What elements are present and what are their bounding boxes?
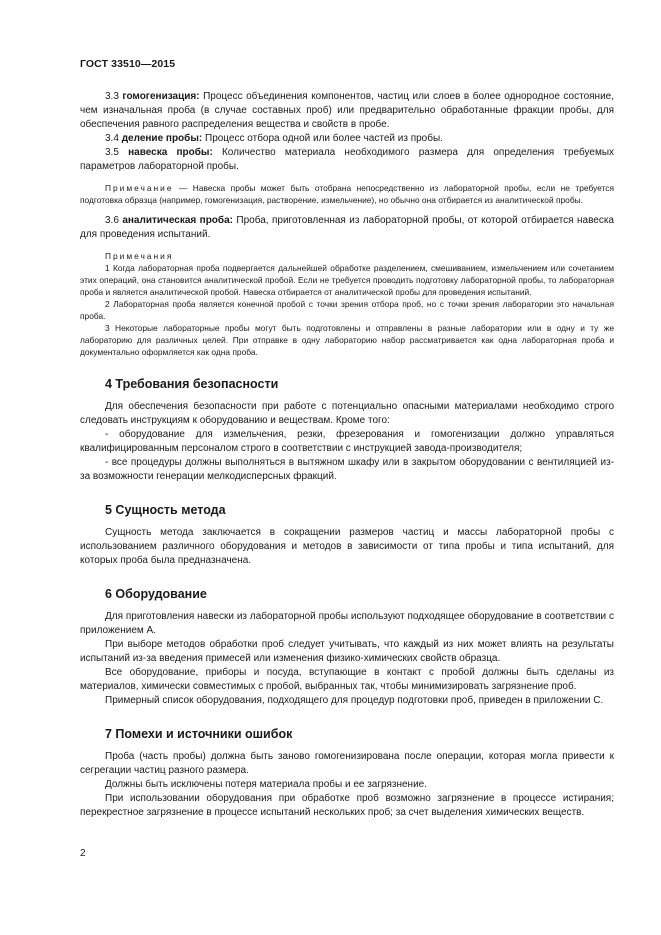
section-4-paragraph: Для обеспечения безопасности при работе с потенциально опасными материалами необходимо строго следовать инструкциям к оборудованию и веществам. Кроме того: <box>80 401 614 426</box>
section-7-title: 7 Помехи и источники ошибок <box>105 727 293 741</box>
note-label: Примечание <box>105 183 174 193</box>
section-6-paragraph-2: При выборе методов обработки проб следует учитывать, что каждый из них может влиять на результаты испытаний из-за введения примесей или изменения физико-химических свойств образца. <box>80 639 614 664</box>
section-7-paragraph-1: Проба (часть пробы) должна быть заново гомогенизирована после операции, которая могла привести к сегрегации частиц разного размера. <box>80 751 614 776</box>
section-4-bullet-2: - все процедуры должны выполняться в вытяжном шкафу или в закрытом оборудовании с вентиляцией из-за возможности генерации мелкодисперсных фракций. <box>80 457 614 482</box>
section-6-title: 6 Оборудование <box>105 587 207 601</box>
definition-3-6 <box>80 214 614 242</box>
definition-text: Проба, приготовленная из лабораторной пробы, от которой отбирается навеска для проведения испытаний. <box>80 215 614 240</box>
note-text: — Навеска пробы может быть отобрана непосредственно из лабораторной пробы, если не требуется подготовка образца (например, гомогенизация, растворение, измельчение), но обычно она отбирается из аналитической пробы. <box>80 183 614 205</box>
definition-term: навеска пробы: <box>128 147 213 158</box>
section-6-paragraph-3: Все оборудование, приборы и посуда, вступающие в контакт с пробой должны быть сделаны из материалов, химически совместимых с пробой, выбранных так, чтобы минимизировать загрязнение проб. <box>80 667 614 692</box>
definition-3-3 <box>80 90 614 132</box>
section-5-paragraph: Сущность метода заключается в сокращении размеров частиц и массы лабораторной пробы с использованием различного оборудования и методов в зависимости от типа пробы и типа испытаний, для которых проба была предназначена. <box>80 527 614 566</box>
section-6-paragraph-1: Для приготовления навески из лабораторной пробы используют подходящее оборудование в соответствии с приложением А. <box>80 611 614 636</box>
section-5-title: 5 Сущность метода <box>105 503 226 517</box>
section-6-paragraph-4: Примерный список оборудования, подходящего для процедур подготовки проб, приведен в приложении С. <box>105 695 604 706</box>
section-4-title: 4 Требования безопасности <box>105 377 279 391</box>
note-2: 2 Лабораторная проба является конечной пробой с точки зрения отбора проб, но с точки зрения лаборатории это начальная проба. <box>80 299 614 321</box>
definition-text: Количество материала необходимого размера для определения требуемых параметров лабораторной пробы. <box>80 147 615 172</box>
note-1: 1 Когда лабораторная проба подвергается дальнейшей обработке разделением, смешиванием, измельчением или сочетанием этих операций, она становится аналитической пробой. Если не требуется проводить подготовку лабораторной пробы, то лабораторная проба и является аналитической пробой. Навеска отбирается от аналитической пробы для проведения испытаний. <box>80 263 614 297</box>
definition-term: аналитическая проба: <box>122 215 233 226</box>
section-7-paragraph-2: Должны быть исключены потеря материала пробы и ее загрязнение. <box>105 779 428 790</box>
definition-number: 3.4 <box>105 133 119 144</box>
definition-term: гомогенизация: <box>122 91 200 102</box>
definition-text: Процесс объединения компонентов, частиц или слоев в более однородное состояние, чем изначальная проба (в случае составных проб) или предварительно обработанные фракции пробы, для обеспечения равного распределения вещества и свойств в пробе. <box>80 91 614 130</box>
definition-3-4 <box>80 132 614 146</box>
definition-term: деление пробы: <box>121 133 203 144</box>
definition-number: 3.3 <box>105 91 119 102</box>
definition-3-5 <box>80 146 614 174</box>
notes-label: Примечания <box>105 251 174 261</box>
note-3: 3 Некоторые лабораторные пробы могут быть подготовлены и отправлены в разные лаборатории или в одну и ту же лабораторию для различных целей. При отправке в одну лабораторию набор рассматривается как одна лабораторная проба и документально оформляется как одна проба. <box>80 323 614 357</box>
page-number: 2 <box>80 848 86 859</box>
definition-number: 3.5 <box>105 147 119 158</box>
note-3-5 <box>80 182 614 206</box>
section-4-bullet-1: - оборудование для измельчения, резки, фрезерования и гомогенизации должно управляться квалифицированным персоналом строго в соответствии с инструкцией завода-производителя; <box>80 429 614 454</box>
section-7-paragraph-3: При использовании оборудования при обработке проб возможно загрязнение в процессе истирания; перекрестное загрязнение в процессе испытаний нескольких проб; за счет выделения химических веществ. <box>80 793 614 818</box>
page-content <box>80 90 614 820</box>
definition-text: Процесс отбора одной или более частей из пробы. <box>205 133 443 144</box>
standard-designation: ГОСТ 33510—2015 <box>80 58 176 70</box>
definition-number: 3.6 <box>105 215 119 226</box>
